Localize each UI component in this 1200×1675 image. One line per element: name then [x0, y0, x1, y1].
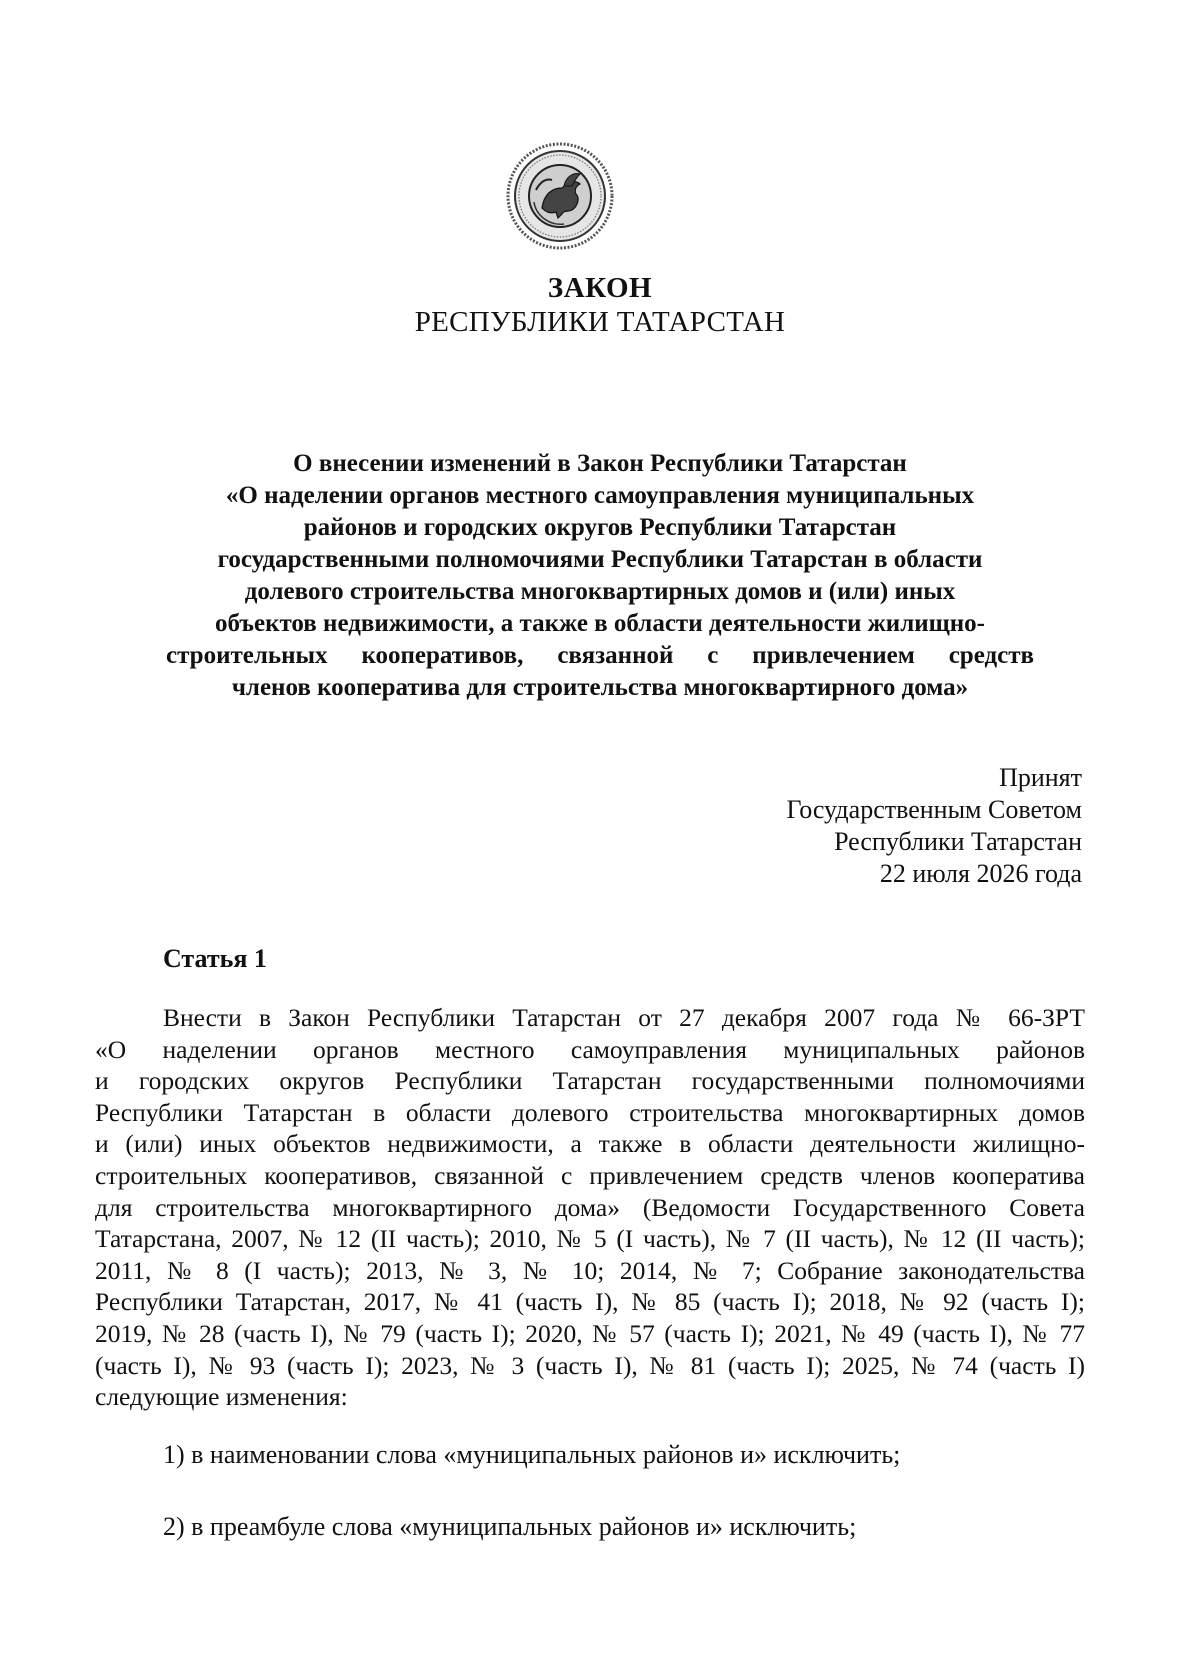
- body-line: и городских округов Республики Татарстан государственными полномочиями: [95, 1066, 1085, 1096]
- title-line: районов и городских округов Республики Татарстан: [303, 514, 897, 541]
- body-line: следующие изменения:: [95, 1382, 348, 1412]
- body-line: Татарстана, 2007, № 12 (II часть); 2010, № 5 (I часть), № 7 (II часть), № 12 (II часть);: [95, 1224, 1085, 1254]
- body-line: 2011, № 8 (I часть); 2013, № 3, № 10; 2014, № 7; Собрание законодательства: [95, 1255, 1085, 1285]
- adoption-line: Республики Татарстан: [834, 827, 1082, 856]
- article-body: [95, 1002, 1085, 1413]
- amendment-item-2: 2) в преамбуле слова «муниципальных районов и» исключить;: [163, 1512, 857, 1541]
- title-line: государственными полномочиями Республики Татарстан в области: [217, 546, 983, 573]
- title-line: строительных кооперативов, связанной с привлечением средств: [166, 642, 1034, 669]
- title-line: долевого строительства многоквартирных домов и (или) иных: [244, 578, 956, 605]
- adoption-line: Государственным Советом: [786, 795, 1082, 824]
- body-line: 2019, № 28 (часть I), № 79 (часть I); 2020, № 57 (часть I); 2021, № 49 (часть I), № 77: [95, 1318, 1085, 1348]
- coat-of-arms-of-tatarstan-icon: [506, 142, 614, 250]
- title-line: членов кооператива для строительства многоквартирного дома»: [231, 674, 969, 701]
- body-line: Республики Татарстан, 2017, № 41 (часть I), № 85 (часть I); 2018, № 92 (часть I);: [95, 1287, 1085, 1317]
- body-line: Республики Татарстан в области долевого строительства многоквартирных домов: [95, 1097, 1085, 1127]
- republic-subheading: РЕСПУБЛИКИ ТАТАРСТАН: [414, 306, 786, 338]
- law-title: [150, 448, 1050, 704]
- body-line: для строительства многоквартирного дома» (Ведомости Государственного Совета: [95, 1192, 1085, 1222]
- body-line: «О наделении органов местного самоуправления муниципальных районов: [95, 1034, 1085, 1064]
- title-line: «О наделении органов местного самоуправления муниципальных: [225, 482, 975, 509]
- adoption-block: [786, 762, 1082, 890]
- body-line: Внести в Закон Республики Татарстан от 27 декабря 2007 года № 66-ЗРТ: [163, 1003, 1085, 1032]
- body-line: и (или) иных объектов недвижимости, а также в области деятельности жилищно-: [95, 1129, 1085, 1159]
- body-line: строительных кооперативов, связанной с привлечением средств членов кооператива: [95, 1160, 1085, 1190]
- amendment-item-1: 1) в наименовании слова «муниципальных районов и» исключить;: [163, 1440, 901, 1469]
- title-line: объектов недвижимости, а также в области деятельности жилищно-: [215, 610, 985, 637]
- adoption-date: 22 июля 2026 года: [879, 859, 1082, 888]
- body-line: (часть I), № 93 (часть I); 2023, № 3 (часть I), № 81 (часть I); 2025, № 74 (часть I): [95, 1350, 1085, 1380]
- article-heading: Статья 1: [163, 944, 267, 973]
- title-line: О внесении изменений в Закон Республики Татарстан: [293, 450, 907, 477]
- adoption-line: Принят: [999, 763, 1082, 792]
- law-heading: ЗАКОН: [547, 272, 653, 304]
